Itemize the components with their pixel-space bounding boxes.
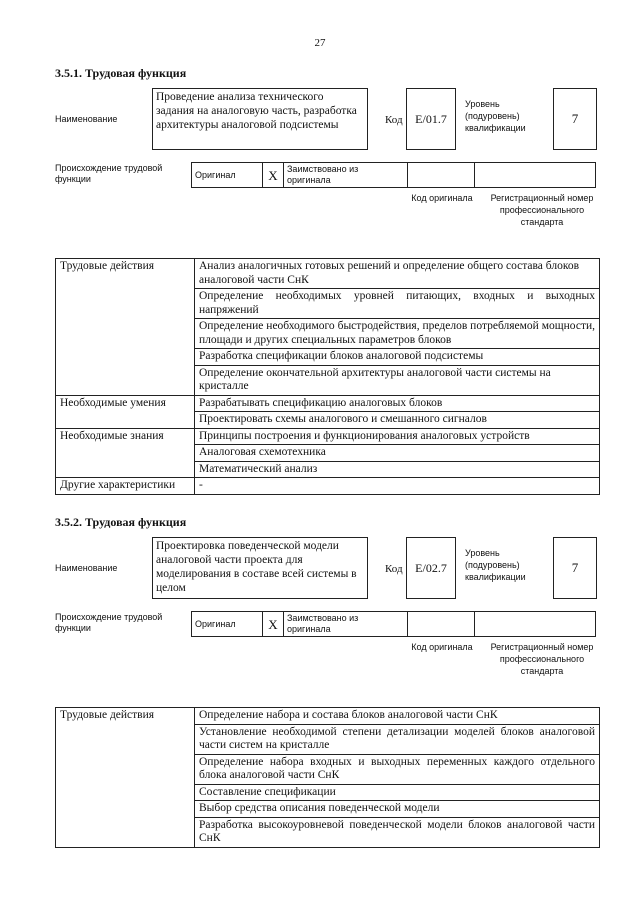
reg-number-caption: Регистрационный номер профессионального стандарта bbox=[490, 642, 594, 676]
function-details-table bbox=[55, 707, 600, 848]
item-cell: Принципы построения и функционирования аналоговых устройств bbox=[195, 428, 600, 445]
code-box: E/02.7 bbox=[406, 537, 456, 599]
section-title: 3.5.1. Трудовая функция bbox=[55, 66, 187, 80]
reg-number-cell bbox=[475, 612, 596, 637]
page-number: 27 bbox=[314, 37, 326, 49]
name-label: Наименование bbox=[55, 114, 118, 124]
code-original-cell bbox=[408, 163, 475, 188]
item-cell: Разработка спецификации блоков аналоговой подсистемы bbox=[195, 349, 600, 366]
section-title: 3.5.2. Трудовая функция bbox=[55, 515, 187, 529]
level-box: 7 bbox=[553, 88, 597, 150]
origin-label: Происхождение трудовой функции bbox=[55, 612, 163, 633]
category-cell: Другие характеристики bbox=[56, 478, 195, 495]
name-label: Наименование bbox=[55, 563, 118, 573]
header-row bbox=[55, 84, 600, 162]
original-mark: X bbox=[263, 163, 284, 188]
item-cell: Определение необходимых уровней питающих, входных и выходных напряжений bbox=[195, 289, 600, 319]
borrowed-label: Заимствовано из оригинала bbox=[284, 612, 408, 637]
code-label: Код bbox=[385, 563, 403, 575]
function-name-box: Проектировка поведенческой модели аналоговой части проекта для моделирования в составе всей системы в целом bbox=[152, 537, 368, 599]
code-original-cell bbox=[408, 612, 475, 637]
code-label: Код bbox=[385, 114, 403, 126]
code-original-caption: Код оригинала bbox=[411, 193, 473, 203]
item-cell: Выбор средства описания поведенческой модели bbox=[195, 801, 600, 818]
item-cell: Математический анализ bbox=[195, 461, 600, 478]
category-cell: Трудовые действия bbox=[56, 708, 195, 848]
item-cell: Определение окончательной архитектуры аналоговой части системы на кристалле bbox=[195, 365, 600, 395]
item-cell: Определение набора и состава блоков аналоговой части СнК bbox=[195, 708, 600, 725]
original-mark: X bbox=[263, 612, 284, 637]
origin-row bbox=[55, 162, 600, 258]
item-cell: Проектировать схемы аналогового и смешанного сигналов bbox=[195, 412, 600, 429]
category-cell: Трудовые действия bbox=[56, 259, 195, 396]
item-cell: Установление необходимой степени детализации моделей блоков аналоговой части систем на кристалле bbox=[195, 724, 600, 754]
reg-number-caption: Регистрационный номер профессионального стандарта bbox=[490, 193, 594, 227]
item-cell: - bbox=[195, 478, 600, 495]
table-row bbox=[56, 708, 600, 725]
level-box: 7 bbox=[553, 537, 597, 599]
function-details-table bbox=[55, 258, 600, 495]
section-3-5-1 bbox=[55, 66, 600, 495]
item-cell: Аналоговая схемотехника bbox=[195, 445, 600, 462]
level-label: Уровень (подуровень) квалификации bbox=[465, 99, 526, 133]
table-row bbox=[56, 259, 600, 289]
item-cell: Определение набора входных и выходных переменных каждого отдельного блока аналоговой части СнК bbox=[195, 754, 600, 784]
level-label: Уровень (подуровень) квалификации bbox=[465, 548, 526, 582]
table-row bbox=[56, 478, 600, 495]
reg-number-cell bbox=[475, 163, 596, 188]
item-cell: Анализ аналогичных готовых решений и определение общего состава блоков аналоговой части СнК bbox=[195, 259, 600, 289]
original-label: Оригинал bbox=[192, 612, 263, 637]
category-cell: Необходимые знания bbox=[56, 428, 195, 478]
function-name-box: Проведение анализа технического задания на аналоговую часть, разработка архитектуры аналоговой подсистемы bbox=[152, 88, 368, 150]
item-cell: Разработка высокоуровневой поведенческой модели блоков аналоговой части СнК bbox=[195, 817, 600, 847]
origin-table bbox=[191, 162, 596, 188]
item-cell: Определение необходимого быстродействия, пределов потребляемой мощности, площади и других специальных параметров блоков bbox=[195, 319, 600, 349]
original-label: Оригинал bbox=[192, 163, 263, 188]
item-cell: Разрабатывать спецификацию аналоговых блоков bbox=[195, 395, 600, 412]
category-cell: Необходимые умения bbox=[56, 395, 195, 428]
section-3-5-2 bbox=[55, 515, 600, 848]
borrowed-label: Заимствовано из оригинала bbox=[284, 163, 408, 188]
origin-label: Происхождение трудовой функции bbox=[55, 163, 163, 184]
table-row bbox=[56, 395, 600, 412]
origin-row bbox=[55, 611, 600, 707]
item-cell: Составление спецификации bbox=[195, 784, 600, 801]
table-row bbox=[56, 428, 600, 445]
code-original-caption: Код оригинала bbox=[411, 642, 473, 652]
code-box: E/01.7 bbox=[406, 88, 456, 150]
header-row bbox=[55, 533, 600, 611]
origin-table bbox=[191, 611, 596, 637]
